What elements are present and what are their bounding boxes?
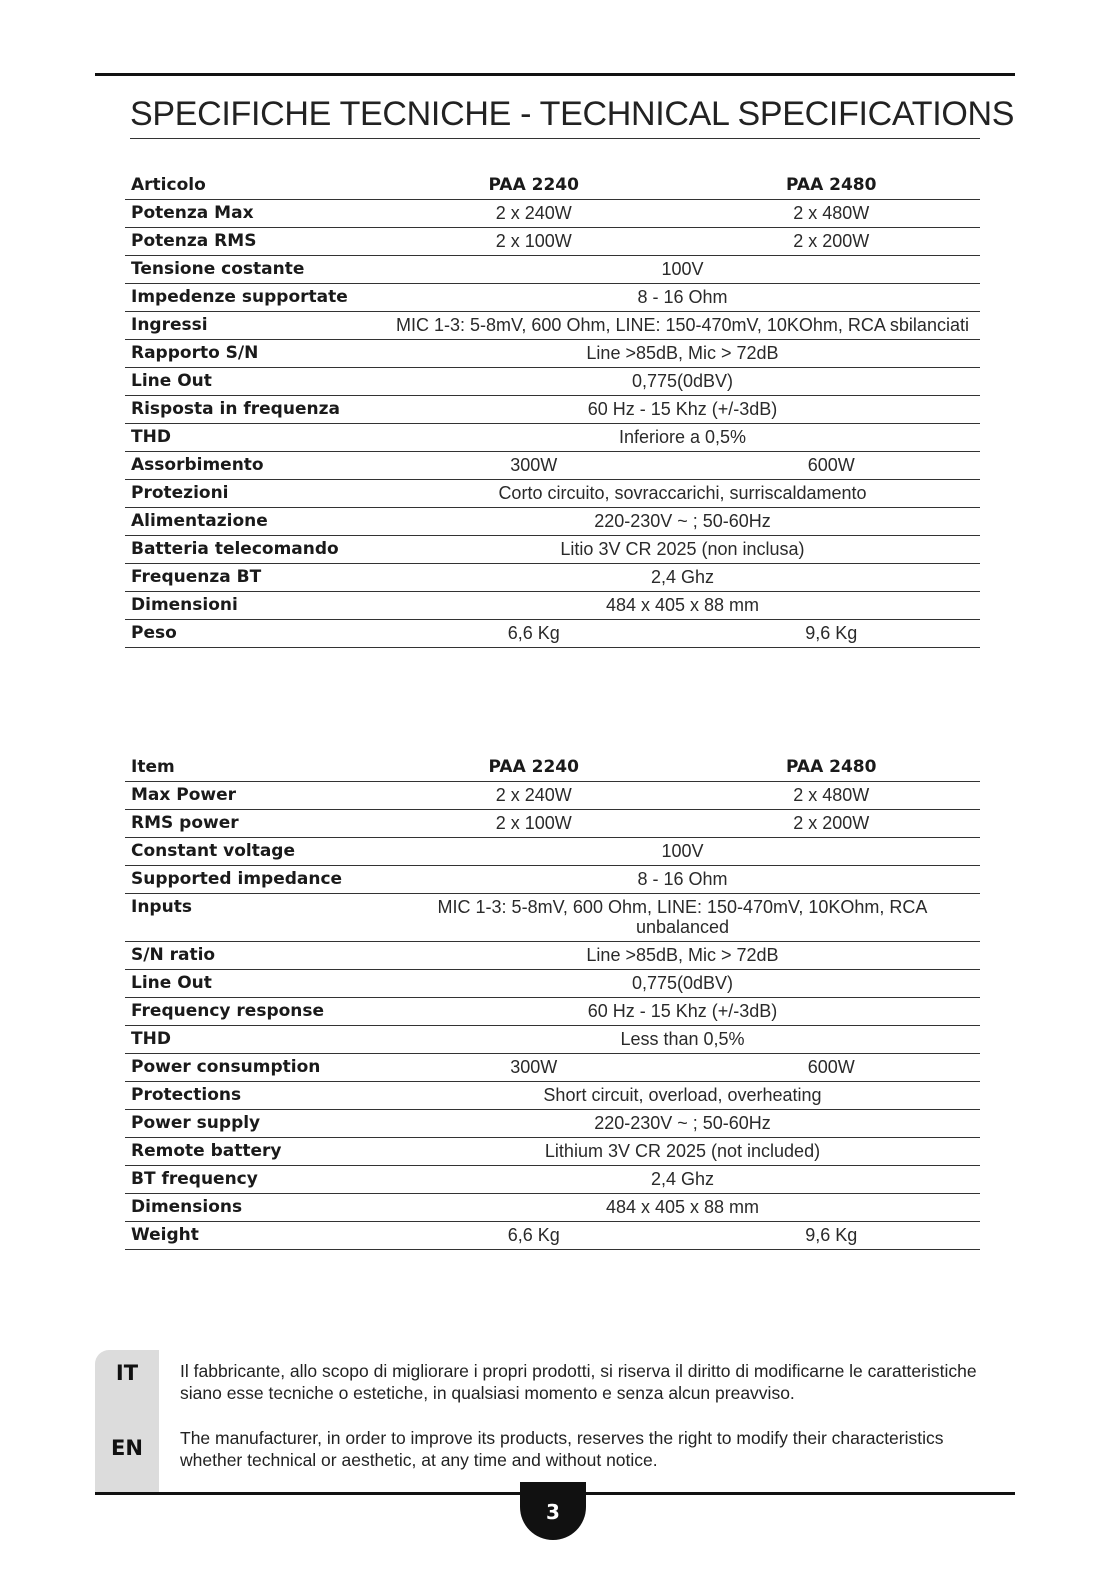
- row-label: Frequenza BT: [125, 564, 385, 592]
- row-label: Max Power: [125, 782, 385, 810]
- table-row: [125, 1110, 980, 1138]
- row-value: 0,775(0dBV): [385, 970, 980, 998]
- table-row: [125, 810, 980, 838]
- table-header-row: [125, 753, 980, 782]
- row-label: Protections: [125, 1082, 385, 1110]
- row-value: 300W: [385, 1054, 683, 1082]
- table-row: [125, 256, 980, 284]
- table-row: [125, 1054, 980, 1082]
- row-value: 2 x 200W: [683, 228, 981, 256]
- row-value: 8 - 16 Ohm: [385, 866, 980, 894]
- table-row: [125, 782, 980, 810]
- table-row: [125, 312, 980, 340]
- row-label: Protezioni: [125, 480, 385, 508]
- row-label: Weight: [125, 1222, 385, 1250]
- row-label: Rapporto S/N: [125, 340, 385, 368]
- table-row: [125, 942, 980, 970]
- row-value: 220-230V ~ ; 50-60Hz: [385, 508, 980, 536]
- row-value: Inferiore a 0,5%: [385, 424, 980, 452]
- row-value: 2 x 200W: [683, 810, 981, 838]
- disclaimer-english: The manufacturer, in order to improve its products, reserves the right to modify their characteristics whether technical or aesthetic, at any time and without notice.: [180, 1428, 944, 1470]
- top-rule: [95, 73, 1015, 76]
- row-label: Tensione costante: [125, 256, 385, 284]
- row-value: Lithium 3V CR 2025 (not included): [385, 1138, 980, 1166]
- table-row: [125, 1026, 980, 1054]
- row-value: 2 x 480W: [683, 782, 981, 810]
- table-row: [125, 284, 980, 312]
- row-label: Line Out: [125, 970, 385, 998]
- table-row: [125, 998, 980, 1026]
- table-header-row: [125, 171, 980, 200]
- table-row: [125, 424, 980, 452]
- header-label: Item: [125, 753, 385, 782]
- spec-table-english: [125, 753, 980, 1250]
- row-value: 2 x 240W: [385, 200, 683, 228]
- language-code-it: IT: [115, 1361, 139, 1385]
- row-value: 100V: [385, 256, 980, 284]
- spec-table-italian: [125, 171, 980, 648]
- row-label: RMS power: [125, 810, 385, 838]
- table-row: [125, 620, 980, 648]
- row-label: THD: [125, 1026, 385, 1054]
- row-value: 2 x 240W: [385, 782, 683, 810]
- row-value: 484 x 405 x 88 mm: [385, 592, 980, 620]
- table-row: [125, 200, 980, 228]
- header-model: PAA 2240: [385, 171, 683, 200]
- table-row: [125, 838, 980, 866]
- header-label: Articolo: [125, 171, 385, 200]
- row-value: 9,6 Kg: [683, 620, 981, 648]
- row-label: BT frequency: [125, 1166, 385, 1194]
- table-row: [125, 1166, 980, 1194]
- row-value: Less than 0,5%: [385, 1026, 980, 1054]
- table-row: [125, 340, 980, 368]
- table-row: [125, 592, 980, 620]
- row-label: Dimensioni: [125, 592, 385, 620]
- row-value: 484 x 405 x 88 mm: [385, 1194, 980, 1222]
- row-value: MIC 1-3: 5-8mV, 600 Ohm, LINE: 150-470mV, 10KOhm, RCA unbalanced: [385, 894, 980, 942]
- row-label: Supported impedance: [125, 866, 385, 894]
- row-label: Batteria telecomando: [125, 536, 385, 564]
- row-value: 8 - 16 Ohm: [385, 284, 980, 312]
- table-row: [125, 894, 980, 942]
- row-value: 300W: [385, 452, 683, 480]
- table-row: [125, 452, 980, 480]
- table-row: [125, 1194, 980, 1222]
- row-value: Line >85dB, Mic > 72dB: [385, 942, 980, 970]
- header-model: PAA 2240: [385, 753, 683, 782]
- row-label: Power supply: [125, 1110, 385, 1138]
- table-row: [125, 228, 980, 256]
- table-row: [125, 866, 980, 894]
- row-value: 2 x 100W: [385, 228, 683, 256]
- table-row: [125, 1138, 980, 1166]
- row-label: Power consumption: [125, 1054, 385, 1082]
- row-value: 6,6 Kg: [385, 1222, 683, 1250]
- row-value: 60 Hz - 15 Khz (+/-3dB): [385, 396, 980, 424]
- table-row: [125, 970, 980, 998]
- row-label: Frequency response: [125, 998, 385, 1026]
- row-label: S/N ratio: [125, 942, 385, 970]
- row-value: 220-230V ~ ; 50-60Hz: [385, 1110, 980, 1138]
- row-value: 2,4 Ghz: [385, 1166, 980, 1194]
- row-label: Risposta in frequenza: [125, 396, 385, 424]
- row-value: 60 Hz - 15 Khz (+/-3dB): [385, 998, 980, 1026]
- row-value: 100V: [385, 838, 980, 866]
- row-label: Assorbimento: [125, 452, 385, 480]
- language-code-en: EN: [111, 1436, 143, 1460]
- row-value: 6,6 Kg: [385, 620, 683, 648]
- table-row: [125, 536, 980, 564]
- row-label: Alimentazione: [125, 508, 385, 536]
- row-value: Short circuit, overload, overheating: [385, 1082, 980, 1110]
- table-row: [125, 368, 980, 396]
- row-label: Potenza Max: [125, 200, 385, 228]
- row-value: 2 x 100W: [385, 810, 683, 838]
- row-value: 2 x 480W: [683, 200, 981, 228]
- row-value: 0,775(0dBV): [385, 368, 980, 396]
- page-number: 3: [520, 1482, 586, 1540]
- row-label: THD: [125, 424, 385, 452]
- row-label: Peso: [125, 620, 385, 648]
- row-label: Impedenze supportate: [125, 284, 385, 312]
- row-value: 9,6 Kg: [683, 1222, 981, 1250]
- header-model: PAA 2480: [683, 753, 981, 782]
- row-value: MIC 1-3: 5-8mV, 600 Ohm, LINE: 150-470mV, 10KOhm, RCA sbilanciati: [385, 312, 980, 340]
- row-label: Ingressi: [125, 312, 385, 340]
- table-row: [125, 508, 980, 536]
- row-label: Dimensions: [125, 1194, 385, 1222]
- table-row: [125, 1082, 980, 1110]
- row-value: 2,4 Ghz: [385, 564, 980, 592]
- row-value: Line >85dB, Mic > 72dB: [385, 340, 980, 368]
- page-title: SPECIFICHE TECNICHE - TECHNICAL SPECIFICATIONS: [130, 92, 980, 139]
- disclaimer-italian: Il fabbricante, allo scopo di migliorare i propri prodotti, si riserva il diritto di modificarne le caratteristiche siano esse tecniche o estetiche, in qualsiasi momento e senza alcun preavviso.: [180, 1361, 977, 1403]
- row-label: Line Out: [125, 368, 385, 396]
- header-model: PAA 2480: [683, 171, 981, 200]
- row-value: Corto circuito, sovraccarichi, surriscaldamento: [385, 480, 980, 508]
- table-row: [125, 564, 980, 592]
- row-label: Potenza RMS: [125, 228, 385, 256]
- row-value: 600W: [683, 452, 981, 480]
- table-row: [125, 396, 980, 424]
- row-label: Remote battery: [125, 1138, 385, 1166]
- table-row: [125, 1222, 980, 1250]
- row-label: Constant voltage: [125, 838, 385, 866]
- row-value: Litio 3V CR 2025 (non inclusa): [385, 536, 980, 564]
- row-value: 600W: [683, 1054, 981, 1082]
- table-row: [125, 480, 980, 508]
- row-label: Inputs: [125, 894, 385, 942]
